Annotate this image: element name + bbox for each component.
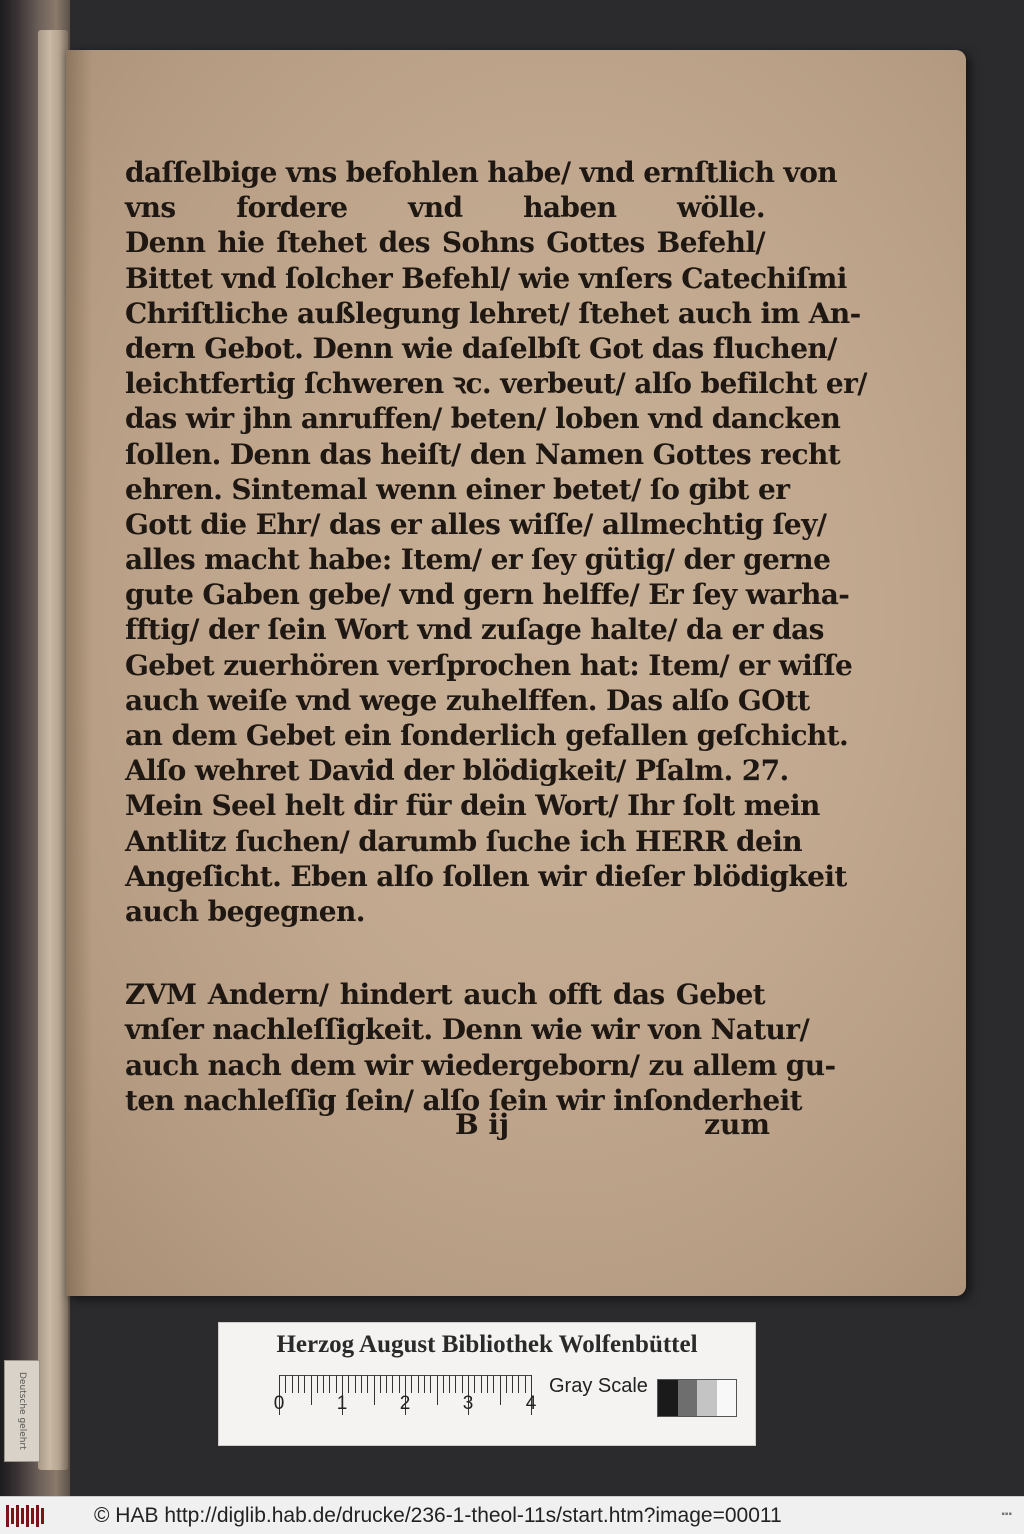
hab-logo-icon[interactable] (6, 1505, 44, 1527)
text-line: Antlitz ſuchen/ darumb ſuche ich HERR dein (125, 824, 803, 858)
logo-bar (6, 1505, 9, 1527)
ruler-tick (304, 1375, 305, 1393)
text-line: Denn hie ſtehet des Sohns Gottes Befehl/ (125, 226, 765, 260)
color-calibration-card (218, 1322, 756, 1446)
card-title: Herzog August Bibliothek Wolfenbüttel (276, 1331, 698, 1358)
paragraph-block-1 (125, 155, 867, 929)
text-line: Mein Seel helt dir für dein Wort/ Ihr ſolt mein (125, 789, 820, 823)
ruler-number: 1 (336, 1393, 348, 1414)
text-line: leichtfertig ſchweren ꝛc. verbeut/ alſo befilcht er/ (125, 367, 867, 401)
text-line: daſſelbige vns befohlen habe/ vnd ernſtlich von (125, 156, 838, 189)
text-line: fftig/ der ſein Wort vnd zuſage halte/ da er das (125, 613, 824, 647)
ruler-tick (392, 1375, 393, 1393)
page-text (125, 155, 867, 1118)
text-line: vns fordere vnd haben wölle. (125, 191, 765, 225)
ruler-tick (430, 1375, 431, 1393)
text-line: ehren. Sintemal wenn einer betet/ ſo gibt er (125, 472, 790, 506)
logo-bar (41, 1508, 44, 1524)
text-line: Gott die Ehr/ das er alles wiſſe/ allmechtig ſey/ (125, 507, 827, 541)
ruler-tick (367, 1375, 368, 1393)
ruler-tick (311, 1375, 312, 1405)
ruler-tick (443, 1375, 444, 1393)
text-line: Bittet vnd ſolcher Befehl/ wie vnſers Catechiſmi (125, 261, 847, 295)
text-line: Angeſicht. Eben alſo ſollen wir dieſer blödigkeit (125, 859, 847, 893)
ruler-tick (512, 1375, 513, 1393)
ruler-tick (518, 1375, 519, 1393)
ruler-tick (487, 1375, 488, 1393)
spine-label: Deutsche gelehrt (4, 1360, 40, 1462)
ruler-tick (399, 1375, 400, 1393)
paragraph-gap (125, 929, 765, 977)
text-line: gute Gaben gebe/ vnd gern helffe/ Er ſey warha- (125, 578, 850, 612)
ruler-tick (336, 1375, 337, 1393)
text-line: ZVM Andern/ hindert auch offt das Gebet (125, 978, 765, 1012)
ruler-tick (285, 1375, 286, 1393)
ruler-tick (481, 1375, 482, 1393)
logo-bar (36, 1505, 39, 1527)
ruler-tick (380, 1375, 381, 1393)
ruler-number: 2 (399, 1393, 411, 1414)
gray-swatch (678, 1380, 698, 1416)
text-line: alles macht habe: Item/ er ſey gütig/ der gerne (125, 543, 831, 577)
logo-bar (16, 1505, 19, 1527)
ruler-tick (437, 1375, 438, 1405)
ruler-tick (455, 1375, 456, 1393)
ruler-tick (292, 1375, 293, 1393)
catchword: zum (704, 1108, 770, 1141)
ruler-tick (411, 1375, 412, 1393)
text-line: Gebet zuerhören verſprochen hat: Item/ er wiſſe (125, 648, 853, 682)
gray-scale-swatches (657, 1379, 737, 1417)
ruler-number: 4 (525, 1393, 537, 1414)
ruler-tick (298, 1375, 299, 1393)
text-line: ten nachleſſig ſein/ alſo ſein wir inſonderheit (125, 1083, 802, 1117)
dots-icon: ▪▪▪ (1001, 1509, 1012, 1520)
gray-swatch (697, 1380, 717, 1416)
gray-scale-label: Gray Scale (549, 1375, 648, 1397)
gray-swatch (658, 1380, 678, 1416)
ruler-tick (500, 1375, 501, 1405)
text-line: vnſer nachleſſigkeit. Denn wie wir von Natur/ (125, 1013, 810, 1047)
text-line: auch weiſe vnd wege zuhelffen. Das alſo GOtt (125, 683, 810, 717)
text-line: an dem Gebet ein ſonderlich gefallen geſchicht. (125, 719, 849, 752)
signature-mark: B ij (455, 1108, 510, 1141)
ruler-tick (525, 1375, 526, 1393)
text-line: Alſo wehret David der blödigkeit/ Pſalm. 27. (125, 754, 789, 788)
gray-swatch (717, 1380, 737, 1416)
ruler-tick (474, 1375, 475, 1393)
paragraph-block-2 (125, 977, 836, 1118)
ruler-tick (317, 1375, 318, 1393)
text-line: ſollen. Denn das heiſt/ den Namen Gottes recht (125, 437, 841, 471)
logo-bar (31, 1508, 34, 1524)
ruler-number: 3 (462, 1393, 474, 1414)
ruler-tick (418, 1375, 419, 1393)
ruler-tick (449, 1375, 450, 1393)
ruler-tick (424, 1375, 425, 1393)
ruler-tick (329, 1375, 330, 1393)
logo-bar (26, 1505, 29, 1527)
ruler-tick (493, 1375, 494, 1393)
ruler-tick (462, 1375, 463, 1393)
text-line: Chriſtliche außlegung lehret/ ſtehet auch im An- (125, 296, 861, 330)
text-line: das wir jhn anruffen/ beten/ loben vnd dancken (125, 402, 841, 436)
ruler-tick (374, 1375, 375, 1405)
ruler-tick (506, 1375, 507, 1393)
ruler-tick (323, 1375, 324, 1393)
ruler-number: 0 (273, 1393, 285, 1414)
book-page-edges (38, 30, 68, 1470)
page-catchline (455, 1108, 770, 1144)
ruler-tick (361, 1375, 362, 1393)
text-line: auch nach dem wir wiedergeborn/ zu allem gu- (125, 1048, 836, 1082)
ruler-tick (386, 1375, 387, 1393)
viewer-footer (0, 1496, 1024, 1534)
text-line: dern Gebot. Denn wie daſelbſt Got das fluchen/ (125, 331, 837, 365)
ruler-tick (348, 1375, 349, 1393)
copyright-url[interactable]: © HAB http://diglib.hab.de/drucke/236-1-theol-11s/start.htm?image=00011 (94, 1504, 782, 1527)
text-line: auch begegnen. (125, 894, 365, 928)
ruler-tick (355, 1375, 356, 1393)
logo-bar (21, 1508, 24, 1524)
logo-bar (11, 1508, 14, 1524)
